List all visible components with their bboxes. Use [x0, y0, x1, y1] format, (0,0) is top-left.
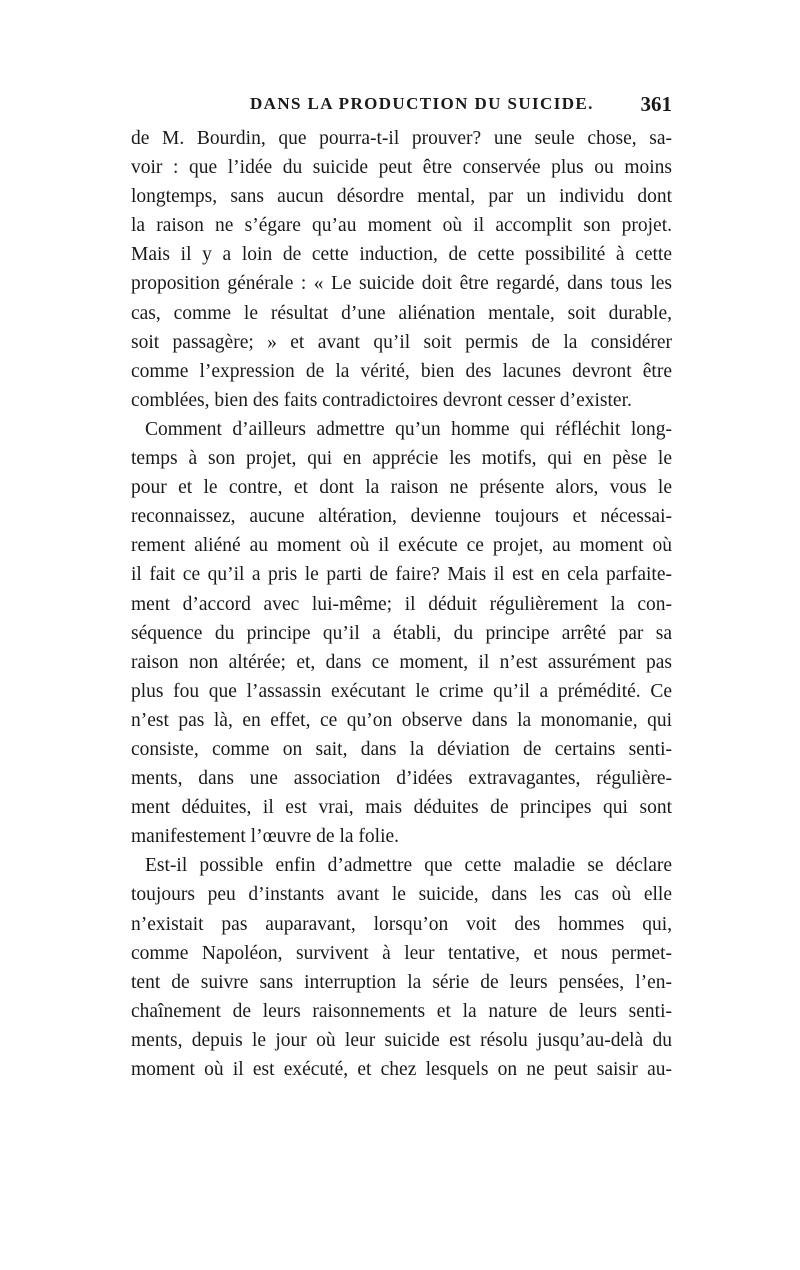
text-line: plus fou que l’assassin exécutant le crime qu’il a prémédité. Ce — [131, 680, 672, 702]
running-title: DANS LA PRODUCTION DU SUICIDE. — [250, 94, 594, 113]
text-line: Est-il possible enfin d’admettre que cette maladie se déclare — [145, 855, 672, 877]
text-line: voir : que l’idée du suicide peut être conservée plus ou moins — [131, 157, 672, 179]
text-line: Comment d’ailleurs admettre qu’un homme qui réfléchit long- — [145, 418, 672, 440]
text-line: temps à son projet, qui en apprécie les motifs, qui en pèse le — [131, 448, 672, 470]
text-line: n’est pas là, en effet, ce qu’on observe dans la monomanie, qui — [131, 709, 672, 731]
page-number: 361 — [640, 92, 672, 116]
text-line: de M. Bourdin, que pourra-t-il prouver? une seule chose, sa- — [131, 128, 672, 149]
text-line: ments, dans une association d’idées extravagantes, régulière- — [131, 768, 672, 790]
text-line: cas, comme le résultat d’une aliénation mentale, soit durable, — [131, 302, 672, 324]
text-line: soit passagère; » et avant qu’il soit permis de la considérer — [131, 331, 672, 353]
text-line: proposition générale : « Le suicide doit être regardé, dans tous les — [131, 273, 672, 295]
text-line: ments, depuis le jour où leur suicide est résolu jusqu’au-delà du — [131, 1029, 672, 1051]
text-line: il fait ce qu’il a pris le parti de faire? Mais il est en cela parfaite- — [131, 564, 672, 586]
text-line: tent de suivre sans interruption la série de leurs pensées, l’en- — [131, 971, 672, 993]
text-line: comblées, bien des faits contradictoires devront cesser d’exister. — [131, 389, 632, 411]
text-line: rement aliéné au moment où il exécute ce projet, au moment où — [131, 535, 672, 557]
text-line: moment où il est exécuté, et chez lesquels on ne peut saisir au- — [131, 1059, 672, 1080]
text-line: reconnaissez, aucune altération, devienne toujours et nécessai- — [131, 506, 672, 528]
text-line: comme Napoléon, survivent à leur tentative, et nous permet- — [131, 942, 672, 964]
text-line: n’existait pas auparavant, lorsqu’on voit des hommes qui, — [131, 913, 672, 935]
text-line: ment d’accord avec lui-même; il déduit régulièrement la con- — [131, 593, 672, 615]
text-line: comme l’expression de la vérité, bien des lacunes devront être — [131, 360, 672, 382]
text-line: pour et le contre, et dont la raison ne présente alors, vous le — [131, 477, 672, 499]
text-line: consiste, comme on sait, dans la déviation de certains senti- — [131, 738, 672, 760]
body-text — [131, 124, 672, 1084]
text-line: Mais il y a loin de cette induction, de cette possibilité à cette — [131, 244, 672, 266]
text-line: raison non altérée; et, dans ce moment, il n’est assurément pas — [131, 651, 672, 673]
running-head — [132, 92, 672, 122]
text-line: manifestement l’œuvre de la folie. — [131, 826, 400, 848]
text-line: longtemps, sans aucun désordre mental, par un individu dont — [131, 186, 672, 208]
text-line: la raison ne s’égare qu’au moment où il accomplit son projet. — [131, 215, 672, 237]
text-line: toujours peu d’instants avant le suicide, dans les cas où elle — [131, 884, 672, 906]
text-line: ment déduites, il est vrai, mais déduites de principes qui sont — [131, 797, 672, 819]
text-line: séquence du principe qu’il a établi, du principe arrêté par sa — [131, 622, 672, 644]
text-line: chaînement de leurs raisonnements et la nature de leurs senti- — [131, 1000, 672, 1022]
